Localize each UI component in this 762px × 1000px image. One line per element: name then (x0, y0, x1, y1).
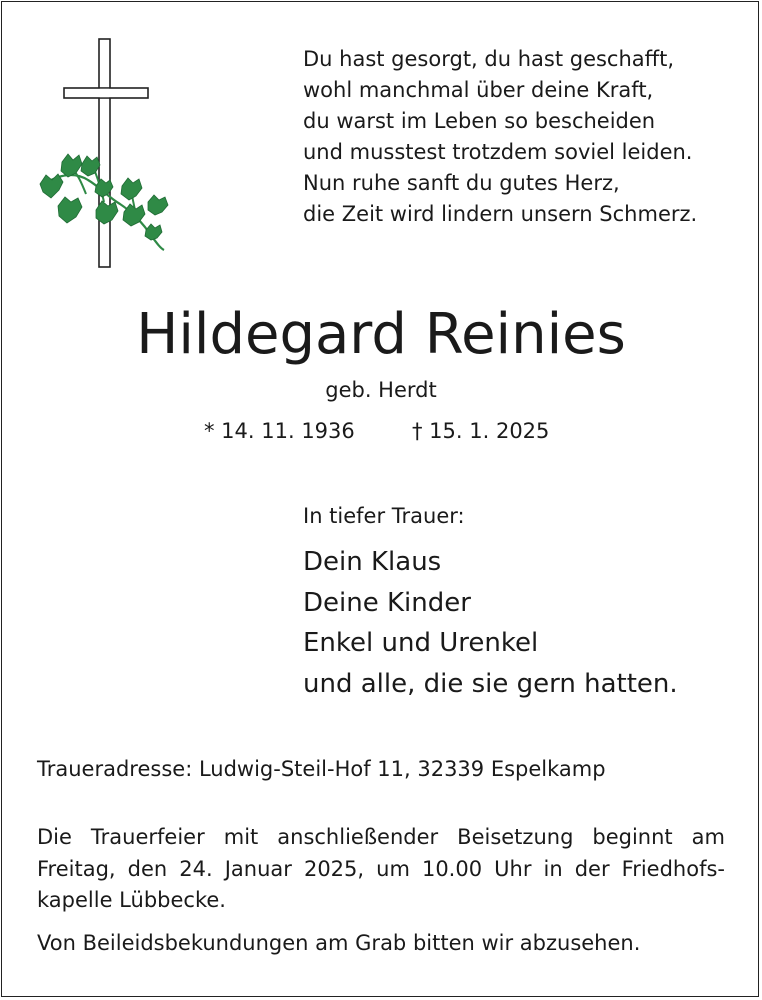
mourner-entry: Enkel und Urenkel (303, 628, 539, 658)
cross-icon (64, 39, 148, 267)
mourner-entry: und alle, die sie gern hatten. (303, 668, 678, 699)
poem-line: die Zeit wird lindern unsern Schmerz. (303, 202, 698, 226)
memorial-poem (303, 44, 743, 230)
mourning-address: Traueradresse: Ludwig-Steil-Hof 11, 32339 Espelkamp (37, 757, 606, 781)
mourning-label: In tiefer Trauer: (303, 504, 465, 528)
poem-line: und musstest trotzdem soviel leiden. (303, 140, 693, 164)
death-date: † 15. 1. 2025 (412, 419, 550, 443)
deceased-name: Hildegard Reinies (136, 302, 626, 367)
funeral-service-info: Die Trauerfeier mit anschließender Beisetzung beginnt am Freitag, den 24. Januar 2025, um 10.00 Uhr in der Friedhofskapelle Lübbecke. (37, 825, 725, 912)
poem-line: du warst im Leben so bescheiden (303, 109, 656, 133)
condolence-note: Von Beileidsbekundungen am Grab bitten wir abzusehen. (37, 931, 641, 955)
cross-with-ivy-icon (30, 34, 180, 274)
maiden-name: geb. Herdt (325, 378, 437, 402)
mourner-entry: Dein Klaus (303, 547, 442, 577)
mourners-list (303, 542, 678, 704)
poem-line: wohl manchmal über deine Kraft, (303, 78, 654, 102)
mourner-entry: Deine Kinder (303, 587, 471, 618)
poem-line: Du hast gesorgt, du hast geschafft, (303, 47, 675, 71)
poem-line: Nun ruhe sanft du gutes Herz, (303, 171, 620, 195)
birth-date: * 14. 11. 1936 (204, 419, 355, 443)
